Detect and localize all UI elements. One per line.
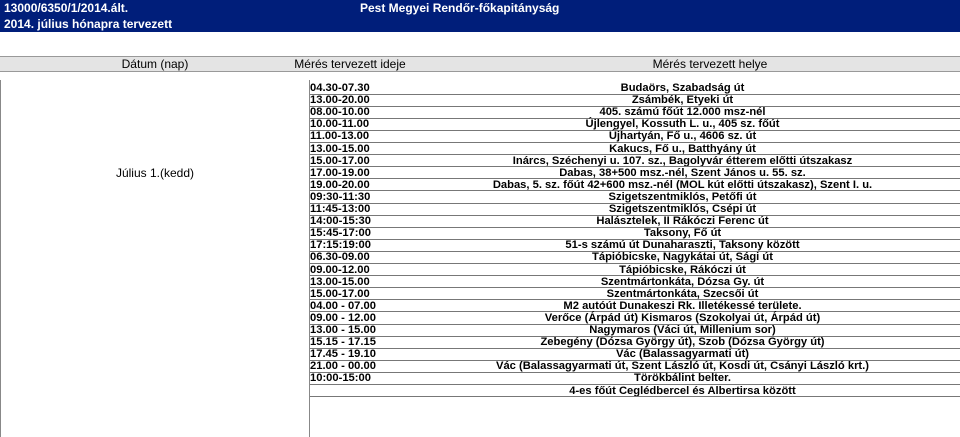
table-row <box>310 143 960 155</box>
table-row <box>310 94 960 106</box>
row-time: 10:00-15:00 <box>310 372 371 385</box>
table-row <box>310 385 960 397</box>
table-left-border <box>0 80 1 437</box>
row-divider <box>310 396 960 397</box>
row-time: 19.00-20.00 <box>310 178 370 191</box>
row-place: Szentmártonkáta, Dózsa Gy. út <box>600 275 765 288</box>
row-place: Inárcs, Széchenyi u. 107. sz., Bagolyvár étterem előtti útszakasz <box>512 154 853 167</box>
table-row <box>310 155 960 167</box>
row-place: Dabas, 38+500 msz.-nél, Szent János u. 55. sz. <box>559 166 806 179</box>
row-place: Budaörs, Szabadság út <box>620 82 745 94</box>
table-row <box>310 106 960 118</box>
table-row <box>310 300 960 312</box>
row-time: 11:45-13:00 <box>310 203 371 215</box>
row-time: 13.00 - 15.00 <box>310 324 376 336</box>
table-row <box>310 288 960 300</box>
day-label: Július 1.(kedd) <box>115 166 195 180</box>
row-place: 405. számú főút 12.000 msz-nél <box>599 106 766 119</box>
document-subtitle: 2014. július hónapra tervezett sebességmérések <box>0 16 240 32</box>
row-place: Zsámbék, Etyeki út <box>631 94 734 107</box>
row-place: Szentmártonkáta, Szecsői út <box>606 287 759 300</box>
row-place: 4-es főút Ceglédbercel és Albertirsa között <box>569 384 796 397</box>
organization-header <box>240 0 960 16</box>
row-place: Tápióbicske, Nagykátai út, Sági út <box>592 251 773 264</box>
column-header-time: Mérés tervezett ideje <box>294 57 406 71</box>
schedule-table <box>0 80 960 437</box>
row-time: 04.00 - 07.00 <box>310 299 376 312</box>
header-band <box>240 16 960 32</box>
row-place: Szigetszentmiklós, Csépi út <box>608 203 757 215</box>
row-place: Tápióbicske, Rákóczi út <box>619 263 746 276</box>
row-time: 15.15 - 17.15 <box>310 336 376 349</box>
row-time: 11.00-13.00 <box>310 130 370 143</box>
column-header-place: Mérés tervezett helye <box>652 57 768 71</box>
row-time: 17.45 - 19.10 <box>310 348 376 361</box>
table-row <box>310 167 960 179</box>
row-place: Halásztelek, II Rákóczi Ferenc út <box>596 215 769 228</box>
row-time: 13.00-20.00 <box>310 94 370 107</box>
row-place: Dabas, 5. sz. főút 42+600 msz.-nél (MOL kút előtti útszakasz), Szent I. u. <box>492 178 873 191</box>
row-place: 51-s számú út Dunaharaszti, Taksony között <box>565 239 800 252</box>
table-row <box>310 372 960 384</box>
table-row <box>310 227 960 239</box>
row-time: 04.30-07.30 <box>310 82 370 94</box>
table-row <box>310 239 960 251</box>
column-header-row <box>0 56 960 72</box>
row-place: Verőce (Árpád út) Kismaros (Szokolyai út, Árpád út) <box>544 311 821 324</box>
row-place: Újhartyán, Fő u., 4606 sz. út <box>608 130 757 143</box>
row-time: 06.30-09.00 <box>310 251 370 264</box>
table-row <box>310 203 960 215</box>
table-row <box>310 264 960 276</box>
row-place: Kakucs, Fő u., Batthyány út <box>609 142 756 155</box>
table-row <box>310 130 960 142</box>
row-place: Vác (Balassagyarmati út) <box>615 348 750 361</box>
table-row <box>310 179 960 191</box>
row-time: 21.00 - 00.00 <box>310 360 376 373</box>
table-row <box>310 312 960 324</box>
table-row <box>310 215 960 227</box>
organization-name: Pest Megyei Rendőr-főkapitányság <box>360 1 560 15</box>
row-place: Zebegény (Dózsa György út), Szob (Dózsa György út) <box>540 336 825 349</box>
table-row <box>310 336 960 348</box>
table-row <box>310 360 960 372</box>
row-time: 13.00-15.00 <box>310 142 370 155</box>
table-row <box>310 82 960 94</box>
row-time: 14:00-15:30 <box>310 215 371 228</box>
row-place: Taksony, Fő út <box>643 227 722 240</box>
row-time: 15.00-17.00 <box>310 154 370 167</box>
row-time: 09:30-11:30 <box>310 190 371 203</box>
table-row <box>310 276 960 288</box>
row-time: 17:15:19:00 <box>310 239 371 252</box>
table-row <box>310 324 960 336</box>
row-time: 15.00-17.00 <box>310 287 370 300</box>
row-time: 13.00-15.00 <box>310 275 370 288</box>
row-time: 09.00-12.00 <box>310 263 370 276</box>
document-reference: 13000/6350/1/2014.ált. <box>0 0 240 16</box>
table-row <box>310 191 960 203</box>
row-place: Vác (Balassagyarmati út, Szent László út, Kosdi út, Csányi László krt.) <box>495 360 869 373</box>
row-time: 08.00-10.00 <box>310 106 370 119</box>
row-place: Újlengyel, Kossuth L. u., 405 sz. főút <box>585 118 780 131</box>
row-place: M2 autóút Dunakeszi Rk. Illetékessé területe. <box>563 299 802 312</box>
table-row <box>310 118 960 130</box>
table-row <box>310 348 960 360</box>
row-time: 17.00-19.00 <box>310 166 370 179</box>
row-place: Nagymaros (Váci út, Millenium sor) <box>589 324 776 336</box>
row-time: 15:45-17:00 <box>310 227 371 240</box>
column-header-date: Dátum (nap) <box>121 57 189 71</box>
row-time: 10.00-11.00 <box>310 118 370 131</box>
row-place: Törökbálint belter. <box>634 372 731 385</box>
row-time: 09.00 - 12.00 <box>310 311 376 324</box>
table-row <box>310 251 960 263</box>
row-place: Szigetszentmiklós, Petőfi út <box>608 190 757 203</box>
